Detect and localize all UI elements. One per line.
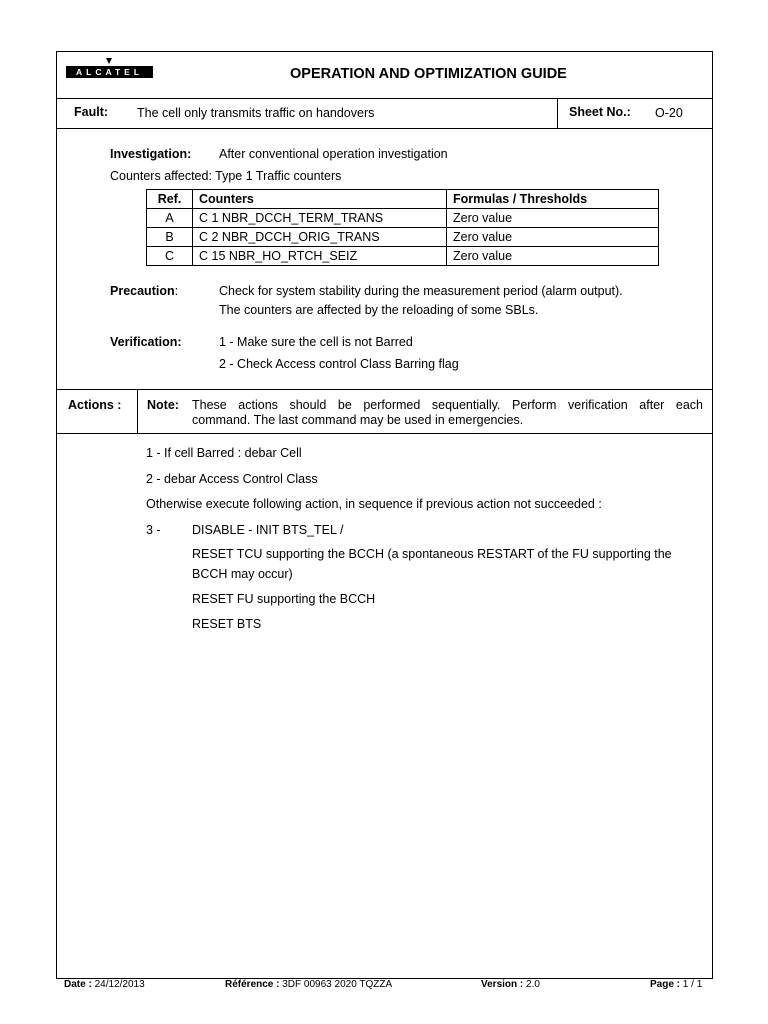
step-3-reset-fu: RESET FU supporting the BCCH xyxy=(192,592,376,606)
table-cell-threshold: Zero value xyxy=(447,247,659,266)
column-header-ref: Ref. xyxy=(147,190,193,209)
sheet-label: Sheet No.: xyxy=(569,105,631,119)
note-line-1: These actions should be performed sequentially. Perform verification after each xyxy=(192,398,703,412)
step-3-disable: DISABLE - INIT BTS_TEL / xyxy=(192,523,344,537)
table-row xyxy=(147,209,659,228)
step-2: 2 - debar Access Control Class xyxy=(146,472,318,486)
table-header-row xyxy=(147,190,659,209)
logo-triangle-icon xyxy=(106,58,112,64)
counters-table xyxy=(146,189,659,266)
footer-date-label: Date : xyxy=(64,979,92,990)
step-3-number: 3 - xyxy=(146,523,161,537)
footer-date-value: 24/12/2013 xyxy=(94,979,145,990)
actions-divider xyxy=(137,389,138,433)
footer-version-label: Version : xyxy=(481,979,524,990)
investigation-label: Investigation: xyxy=(110,147,192,161)
verification-line-2: 2 - Check Access control Class Barring flag xyxy=(219,357,459,371)
precaution-label: Precaution xyxy=(110,284,175,298)
actions-top-divider xyxy=(56,389,713,390)
footer-reference-label: Référence : xyxy=(225,979,280,990)
sheet-divider xyxy=(557,98,558,128)
footer-reference-value: 3DF 00963 2020 TQZZA xyxy=(282,979,393,990)
fault-text: The cell only transmits traffic on handovers xyxy=(137,106,375,120)
footer-date xyxy=(64,979,145,990)
table-cell-counter: C 1 NBR_DCCH_TERM_TRANS xyxy=(193,209,447,228)
actions-label: Actions : xyxy=(68,398,122,412)
table-row xyxy=(147,247,659,266)
actions-bottom-divider xyxy=(56,433,713,434)
footer-page-value: 1 / 1 xyxy=(682,979,703,990)
column-header-formulas: Formulas / Thresholds xyxy=(447,190,659,209)
alcatel-logo: ALCATEL xyxy=(66,66,153,78)
step-3-reset-bts: RESET BTS xyxy=(192,617,262,631)
step-3-reset-tcu-line-2: BCCH may occur) xyxy=(192,567,293,581)
precaution-label-group xyxy=(110,284,178,298)
precaution-line-1: Check for system stability during the measurement period (alarm output). xyxy=(219,284,623,298)
table-cell-counter: C 15 NBR_HO_RTCH_SEIZ xyxy=(193,247,447,266)
table-cell-threshold: Zero value xyxy=(447,228,659,247)
step-1: 1 - If cell Barred : debar Cell xyxy=(146,446,302,460)
precaution-colon: : xyxy=(174,284,179,298)
table-row xyxy=(147,228,659,247)
note-line-2: command. The last command may be used in emergencies. xyxy=(192,413,524,427)
footer-reference xyxy=(225,979,392,990)
fault-label: Fault: xyxy=(74,105,109,119)
table-cell-threshold: Zero value xyxy=(447,209,659,228)
footer-page-label: Page : xyxy=(650,979,681,990)
counters-affected: Counters affected: Type 1 Traffic counters xyxy=(110,169,342,183)
fault-row-divider xyxy=(56,128,713,129)
footer-version xyxy=(481,979,540,990)
page-title: OPERATION AND OPTIMIZATION GUIDE xyxy=(290,66,567,82)
precaution-line-2: The counters are affected by the reloading of some SBLs. xyxy=(219,303,539,317)
table-cell-ref: B xyxy=(147,228,193,247)
verification-line-1: 1 - Make sure the cell is not Barred xyxy=(219,335,413,349)
footer-page xyxy=(650,979,702,990)
table-cell-ref: A xyxy=(147,209,193,228)
column-header-counters: Counters xyxy=(193,190,447,209)
verification-label: Verification: xyxy=(110,335,182,349)
footer-version-value: 2.0 xyxy=(526,979,540,990)
table-cell-ref: C xyxy=(147,247,193,266)
header-divider xyxy=(56,98,713,99)
investigation-text: After conventional operation investigation xyxy=(219,147,448,161)
note-label: Note: xyxy=(147,398,179,412)
otherwise-text: Otherwise execute following action, in sequence if previous action not succeeded : xyxy=(146,497,602,511)
step-3-reset-tcu-line-1: RESET TCU supporting the BCCH (a spontaneous RESTART of the FU supporting the xyxy=(192,547,672,561)
sheet-value: O-20 xyxy=(655,106,683,120)
table-cell-counter: C 2 NBR_DCCH_ORIG_TRANS xyxy=(193,228,447,247)
